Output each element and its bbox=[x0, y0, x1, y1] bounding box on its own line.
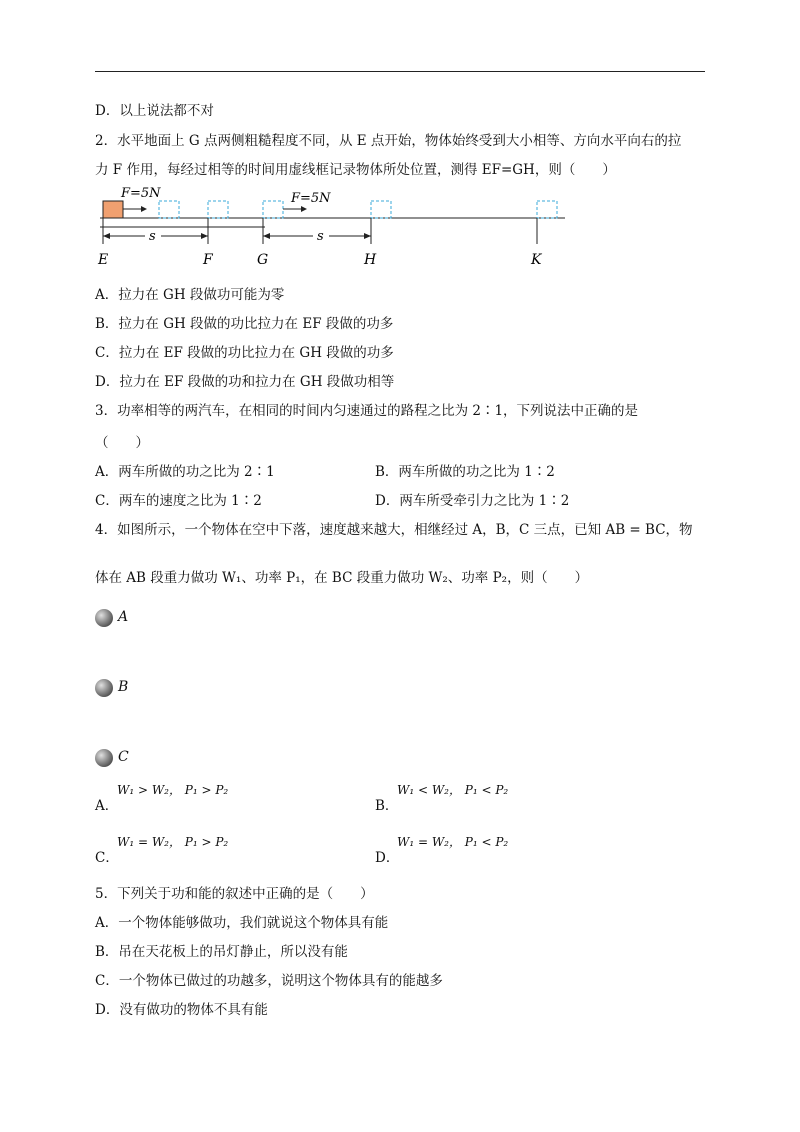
q2-option-d[interactable]: D．拉力在 EF 段做的功和拉力在 GH 段做功相等 bbox=[95, 374, 395, 390]
q4-option-a-expr: W₁ > W₂， P₁ > P₂ bbox=[117, 783, 229, 797]
force-arrow-1 bbox=[141, 206, 147, 212]
force-label-1: F=5N bbox=[121, 186, 161, 201]
q3-stem-line1: 3．功率相等的两汽车，在相同的时间内匀速通过的路程之比为 2∶1，下列说法中正确的是 bbox=[95, 403, 639, 419]
q3-option-a[interactable]: A．两车所做的功之比为 2∶1 bbox=[95, 464, 275, 480]
q4-stem-line2: 体在 AB 段重力做功 W₁、功率 P₁，在 BC 段重力做功 W₂、功率 P₂，则（ ） bbox=[95, 570, 589, 586]
q2-option-a[interactable]: A．拉力在 GH 段做功可能为零 bbox=[95, 287, 285, 303]
q3-stem-line2: （ ） bbox=[95, 435, 149, 451]
q3-option-b[interactable]: B．两车所做的功之比为 1∶2 bbox=[375, 464, 555, 480]
ball-label-a: A bbox=[118, 609, 129, 625]
point-h: H bbox=[364, 252, 377, 268]
ball-b-icon bbox=[95, 679, 113, 697]
dashed-box-5 bbox=[537, 201, 557, 218]
dashed-box-2 bbox=[208, 201, 228, 218]
q2-stem-line1: 2．水平地面上 G 点两侧粗糙程度不同，从 E 点开始，物体始终受到大小相等、方向水平向右的拉 bbox=[95, 133, 682, 149]
s-label-1: s bbox=[149, 229, 156, 244]
q4-option-c-expr: W₁ = W₂， P₁ > P₂ bbox=[117, 835, 229, 849]
point-k: K bbox=[531, 252, 542, 268]
ball-label-b: B bbox=[118, 679, 129, 695]
point-f: F bbox=[203, 252, 213, 268]
q2-option-b[interactable]: B．拉力在 GH 段做的功比拉力在 EF 段做的功多 bbox=[95, 316, 394, 332]
q2-option-c[interactable]: C．拉力在 EF 段做的功比拉力在 GH 段做的功多 bbox=[95, 345, 394, 361]
q4-option-d-letter[interactable]: D． bbox=[375, 850, 400, 866]
q3-option-d[interactable]: D．两车所受牵引力之比为 1∶2 bbox=[375, 493, 570, 509]
force-arrow-2 bbox=[301, 206, 307, 212]
q4-option-c-letter[interactable]: C． bbox=[95, 850, 119, 866]
q4-option-b-expr: W₁ < W₂， P₁ < P₂ bbox=[397, 783, 509, 797]
q5-option-a[interactable]: A．一个物体能够做功，我们就说这个物体具有能 bbox=[95, 915, 389, 931]
q5-stem: 5．下列关于功和能的叙述中正确的是（ ） bbox=[95, 886, 374, 902]
s-label-2: s bbox=[317, 229, 324, 244]
q4-option-d-expr: W₁ = W₂， P₁ < P₂ bbox=[397, 835, 509, 849]
dashed-box-3 bbox=[263, 201, 283, 218]
q2-stem-line2: 力 F 作用，每经过相等的时间用虚线框记录物体所处位置，测得 EF=GH，则（ ） bbox=[95, 162, 616, 178]
dashed-box-4 bbox=[371, 201, 391, 218]
force-label-2: F=5N bbox=[291, 191, 331, 206]
point-g: G bbox=[257, 252, 269, 268]
q4-stem-line1: 4．如图所示，一个物体在空中下落，速度越来越大，相继经过 A，B，C 三点，已知 AB = BC，物 bbox=[95, 522, 693, 538]
q2-figure bbox=[95, 180, 575, 270]
q5-option-b[interactable]: B．吊在天花板上的吊灯静止，所以没有能 bbox=[95, 944, 348, 960]
object-box bbox=[103, 201, 123, 218]
q4-option-a-letter[interactable]: A． bbox=[95, 798, 119, 814]
ball-a-icon bbox=[95, 609, 113, 627]
dashed-box-1 bbox=[159, 201, 179, 218]
ball-c-icon bbox=[95, 749, 113, 767]
prev-option-d: D．以上说法都不对 bbox=[95, 103, 214, 119]
q5-option-d[interactable]: D．没有做功的物体不具有能 bbox=[95, 1002, 268, 1018]
ball-label-c: C bbox=[118, 749, 129, 765]
q3-option-c[interactable]: C．两车的速度之比为 1∶2 bbox=[95, 493, 262, 509]
q5-option-c[interactable]: C．一个物体已做过的功越多，说明这个物体具有的能越多 bbox=[95, 973, 443, 989]
header-rule bbox=[95, 71, 705, 72]
q4-option-b-letter[interactable]: B． bbox=[375, 798, 399, 814]
point-e: E bbox=[98, 252, 109, 268]
